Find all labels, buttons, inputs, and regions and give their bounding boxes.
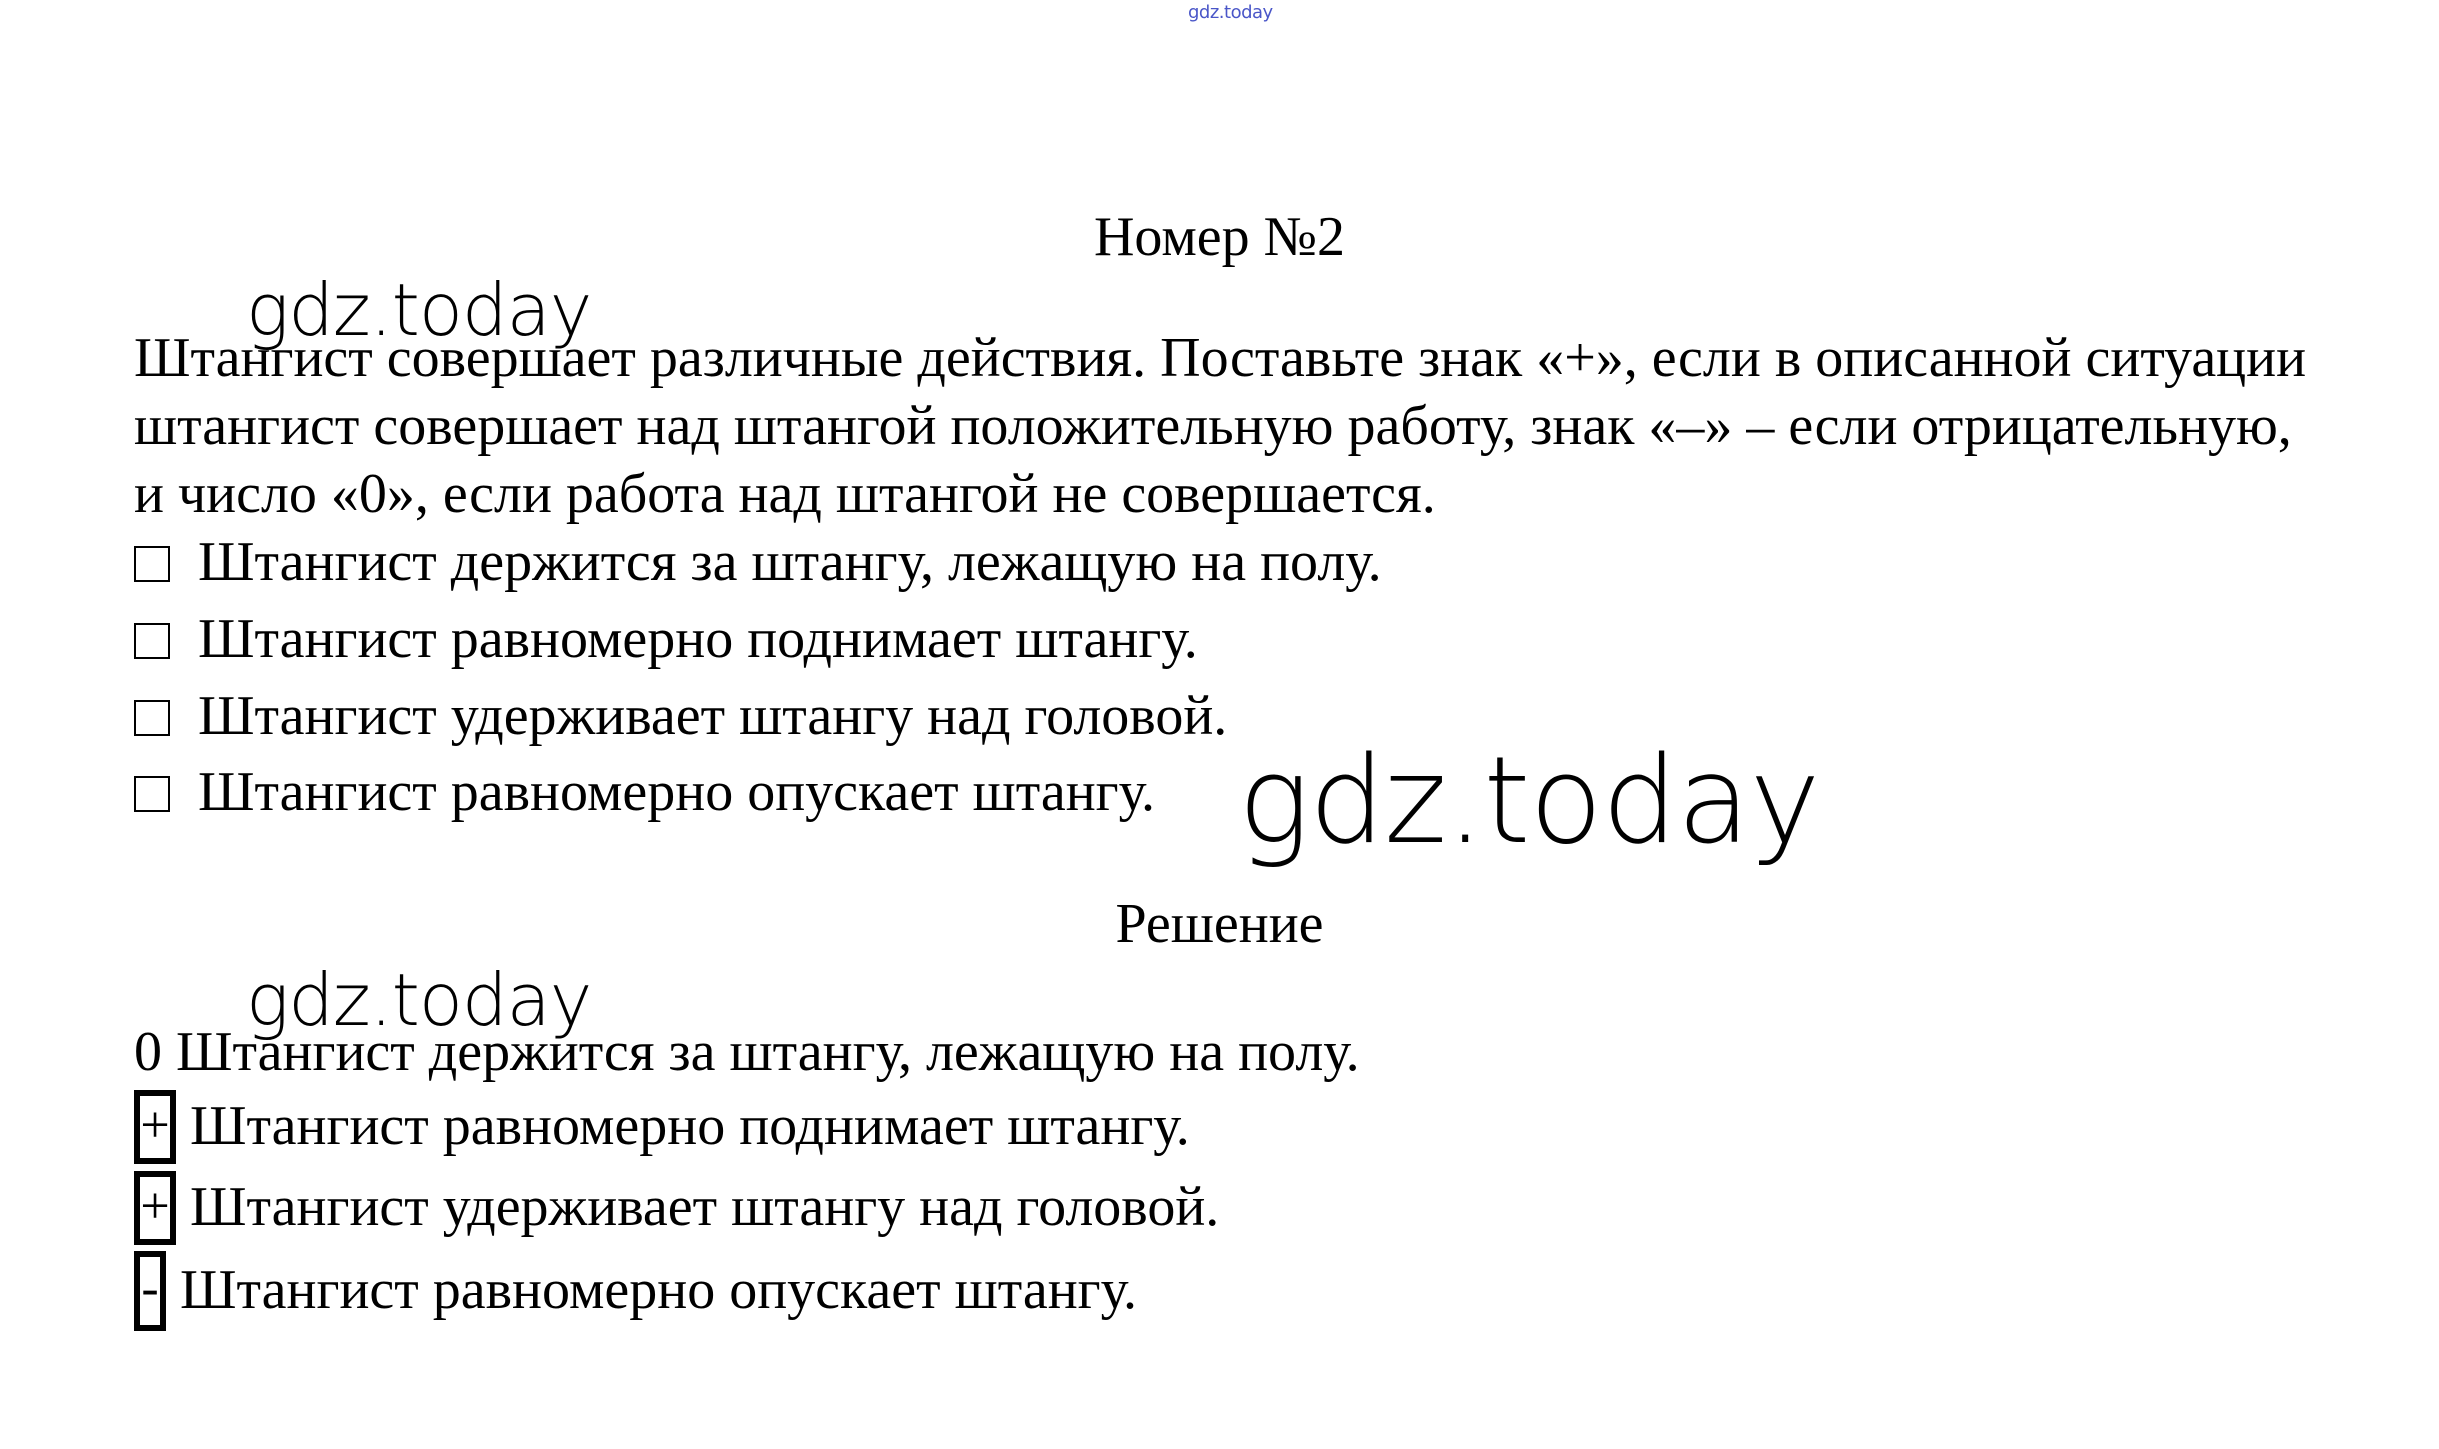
task-option-4	[134, 762, 1155, 822]
task-option-label: Штангист равномерно поднимает штангу.	[198, 608, 1198, 670]
empty-checkbox-icon	[134, 623, 170, 659]
watermark-lower: gdz.today	[246, 958, 592, 1042]
answer-text: Штангист равномерно опускает штангу.	[180, 1258, 1138, 1321]
answer-row-4	[134, 1255, 1137, 1335]
page-title: Номер №2	[1093, 206, 1346, 268]
watermark-upper: gdz.today	[246, 268, 592, 352]
task-option-2	[134, 609, 1198, 669]
top-watermark: gdz.today	[1188, 2, 1273, 23]
answer-sign-box: +	[134, 1090, 176, 1164]
task-option-label: Штангист равномерно опускает штангу.	[198, 761, 1156, 823]
empty-checkbox-icon	[134, 700, 170, 736]
task-option-1	[134, 532, 1382, 592]
task-statement: Штангист совершает различные действия. Поставьте знак «+», если в описанной ситуации штангист совершает над штангой положительную работу, знак «–» – если отрицательную, и число «0», если работа над штангой не совершается.	[134, 327, 2307, 525]
task-option-3	[134, 686, 1227, 746]
answer-text: Штангист удерживает штангу над головой.	[190, 1175, 1220, 1238]
answer-sign: 0	[134, 1021, 162, 1083]
answer-sign-box: +	[134, 1171, 176, 1245]
answer-text: Штангист держится за штангу, лежащую на полу.	[176, 1021, 1360, 1083]
empty-checkbox-icon	[134, 776, 170, 812]
task-option-label: Штангист удерживает штангу над головой.	[198, 685, 1228, 747]
task-option-label: Штангист держится за штангу, лежащую на полу.	[198, 531, 1382, 593]
watermark-middle: gdz.today	[1238, 732, 1820, 871]
answer-row-2	[134, 1094, 1190, 1168]
answer-text: Штангист равномерно поднимает штангу.	[190, 1094, 1190, 1157]
empty-checkbox-icon	[134, 546, 170, 582]
answer-sign-box: -	[134, 1251, 166, 1331]
solution-title: Решение	[1115, 893, 1324, 955]
answer-row-3	[134, 1175, 1219, 1249]
